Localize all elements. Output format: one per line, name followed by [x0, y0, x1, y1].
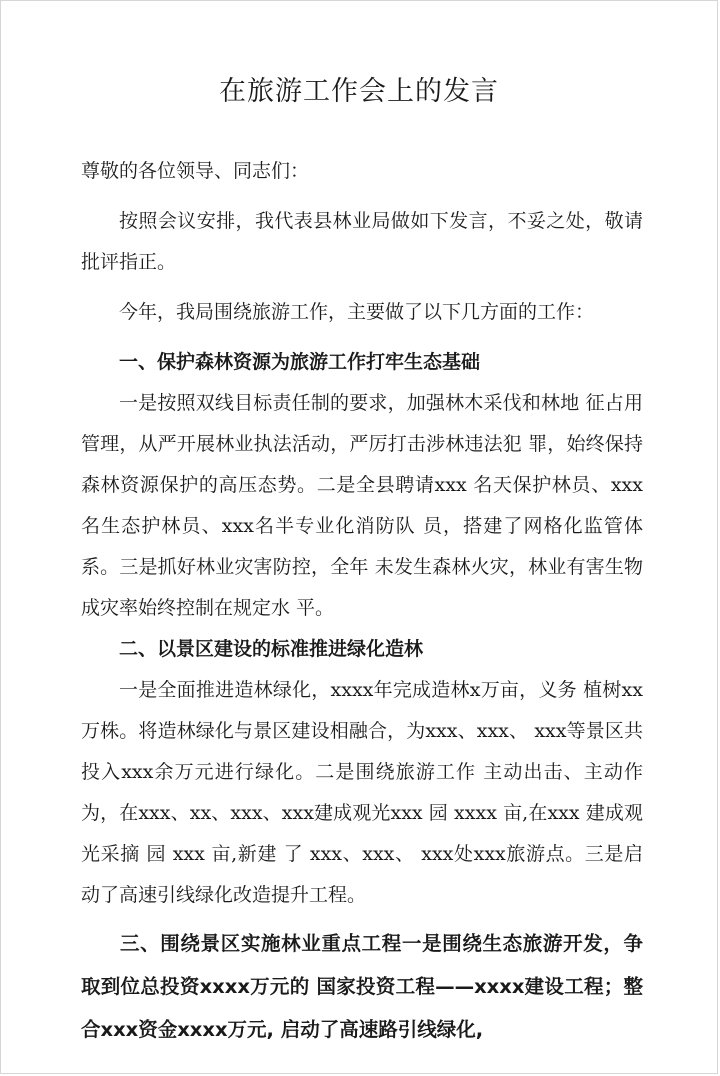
- section-body-1: 一是按照双线目标责任制的要求，加强林木采伐和林地 征占用管理，从严开展林业执法活动，严厉打击涉林违法犯 罪，始终保持森林资源保护的高压态势。二是全县聘请xxx 名天保护林员、xxx名生态护林员、xxx名半专业化消防队 员，搭建了网格化监管体系。三是抓好林业灾害防控，全年 未发生森林火灾，林业有害生物成灾率始终控制在规定水 平。: [81, 392, 643, 619]
- section-heading-1: 一、保护森林资源为旅游工作打牢生态基础: [119, 351, 481, 373]
- paragraph-intro: 按照会议安排，我代表县林业局做如下发言，不妥之处，敬请批评指正。: [81, 210, 643, 273]
- paragraph-summary: 今年，我局围绕旅游工作，主要做了以下几方面的工作：: [119, 301, 595, 323]
- section-heading-3: 三、围绕景区实施林业重点工程一是围绕生态旅游开发，争取到位总投资xxxx万元的 国家投资工程——xxxx建设工程；整合xxx资金xxxx万元, 启动了高速路引线绿化,: [81, 932, 643, 1041]
- section-body-2: 一是全面推进造林绿化，xxxx年完成造林x万亩，义务 植树xx万株。将造林绿化与景区建设相融合，为xxx、xxx、 xxx等景区共投入xxx余万元进行绿化。二是围绕旅游工作 主动出击、主动作为，在xxx、xx、xxx、xxx建成观光xxx 园 xxxx 亩,在xxx 建成观光采摘 园 xxx 亩,新建 了 xxx、xxx、 xxx处xxx旅游点。三是启动了高速引线绿化改造提升工程。: [81, 679, 643, 906]
- page-title: 在旅游工作会上的发言: [219, 76, 499, 107]
- salutation: 尊敬的各位领导、同志们：: [81, 160, 310, 182]
- section-heading-2: 二、以景区建设的标准推进绿化造林: [119, 638, 424, 660]
- document-body: [81, 151, 643, 1051]
